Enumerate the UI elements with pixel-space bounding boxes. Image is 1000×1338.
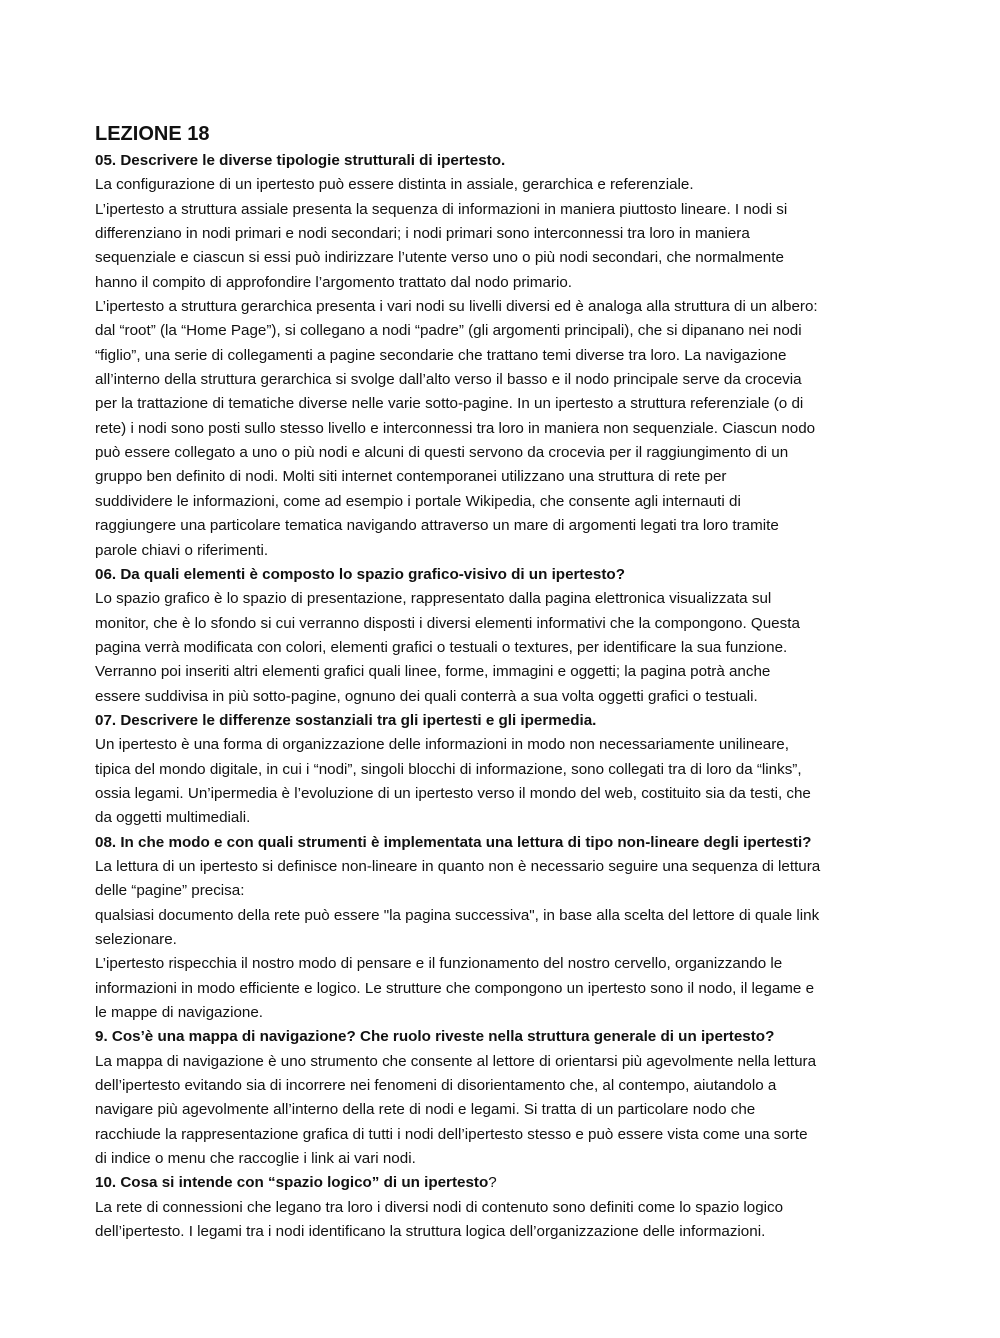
paragraph-line bbox=[95, 660, 907, 684]
line-text: pagina verrà modificata con colori, elementi grafici o testuali o textures, per identificare la sua funzione. bbox=[95, 638, 788, 656]
question-text: 06. Da quali elementi è composto lo spazio grafico-visivo di un ipertesto? bbox=[95, 565, 625, 583]
line-text: ossia legami. Un’ipermedia è l’evoluzione di un ipertesto verso il mondo del web, costituito sia da testi, che bbox=[95, 784, 811, 802]
question-heading bbox=[95, 1171, 907, 1195]
paragraph-line bbox=[95, 173, 907, 197]
line-text: La lettura di un ipertesto si definisce non-lineare in quanto non è necessario seguire una sequenza di lettura bbox=[95, 857, 821, 875]
paragraph-line bbox=[95, 319, 907, 343]
paragraph-line bbox=[95, 417, 907, 441]
line-text: La rete di connessioni che legano tra loro i diversi nodi di contenuto sono definiti come lo spazio logico bbox=[95, 1198, 784, 1216]
paragraph-line bbox=[95, 1196, 907, 1220]
line-text: dell’ipertesto. I legami tra i nodi identificano la struttura logica dell’organizzazione delle informazioni. bbox=[95, 1223, 766, 1241]
line-text: può essere collegato a uno o più nodi e alcuni di questi servono da crocevia per il raggiungimento di un bbox=[95, 444, 789, 462]
paragraph-line bbox=[95, 636, 907, 660]
line-text: di indice o menu che raccoglie i link ai vari nodi. bbox=[95, 1150, 416, 1168]
paragraph-line bbox=[95, 1220, 907, 1244]
question-heading bbox=[95, 831, 907, 855]
paragraph-line bbox=[95, 490, 907, 514]
paragraph-line bbox=[95, 685, 907, 709]
paragraph-line bbox=[95, 441, 907, 465]
line-text: Verranno poi inseriti altri elementi grafici quali linee, forme, immagini e oggetti; la pagina potrà anche bbox=[95, 663, 771, 681]
paragraph-line bbox=[95, 904, 907, 928]
line-text: parole chiavi o riferimenti. bbox=[95, 541, 269, 559]
paragraph-line bbox=[95, 1123, 907, 1147]
paragraph-line bbox=[95, 758, 907, 782]
page-title: LEZIONE 18 bbox=[95, 123, 210, 145]
line-text: dal “root” (la “Home Page”), si collegano a nodi “padre” (gli argomenti principali), che si dipanano nei nodi bbox=[95, 322, 802, 340]
document-body bbox=[95, 149, 907, 1244]
paragraph-line bbox=[95, 733, 907, 757]
question-heading bbox=[95, 709, 907, 733]
paragraph-line bbox=[95, 928, 907, 952]
paragraph-line bbox=[95, 392, 907, 416]
line-text: delle “pagine” precisa: bbox=[95, 882, 245, 900]
line-text: gruppo ben definito di nodi. Molti siti internet contemporanei utilizzano una struttura di rete per bbox=[95, 468, 727, 486]
line-text: per la trattazione di tematiche diverse nelle varie sotto-pagine. In un ipertesto a struttura referenziale (o di bbox=[95, 395, 804, 413]
line-text: da oggetti multimediali. bbox=[95, 809, 251, 827]
line-text: suddividere le informazioni, come ad esempio i portale Wikipedia, che consente agli internauti di bbox=[95, 492, 741, 510]
paragraph-line bbox=[95, 587, 907, 611]
paragraph-line bbox=[95, 879, 907, 903]
question-text: 08. In che modo e con quali strumenti è implementata una lettura di tipo non-lineare degli ipertesti? bbox=[95, 833, 812, 851]
paragraph-line bbox=[95, 952, 907, 976]
line-text: La mappa di navigazione è uno strumento che consente al lettore di orientarsi più agevolmente nella lettura bbox=[95, 1052, 817, 1070]
paragraph-line bbox=[95, 198, 907, 222]
question-text: 05. Descrivere le diverse tipologie strutturali di ipertesto. bbox=[95, 152, 506, 169]
question-heading bbox=[95, 149, 907, 173]
paragraph-line bbox=[95, 806, 907, 830]
line-text: differenziano in nodi primari e nodi secondari; i nodi primari sono interconnessi tra loro in maniera bbox=[95, 225, 750, 243]
paragraph-line bbox=[95, 222, 907, 246]
line-text: navigare più agevolmente all’interno della rete di nodi e legami. Si tratta di un particolare nodo che bbox=[95, 1101, 756, 1119]
paragraph-line bbox=[95, 1050, 907, 1074]
paragraph-line bbox=[95, 1074, 907, 1098]
paragraph-line bbox=[95, 612, 907, 636]
line-text: all’interno della struttura gerarchica si svolge dall’alto verso il basso e il nodo principale serve da crocevia bbox=[95, 371, 802, 389]
line-text: hanno il compito di approfondire l’argomento trattato dal nodo primario. bbox=[95, 273, 572, 291]
paragraph-line bbox=[95, 1001, 907, 1025]
line-text: selezionare. bbox=[95, 931, 177, 948]
line-text: L’ipertesto a struttura assiale presenta la sequenza di informazioni in maniera piuttosto lineare. I nodi si bbox=[95, 200, 788, 218]
line-text: sequenziale e ciascun si essi può indirizzare l’utente verso uno o più nodi secondari, che normalmente bbox=[95, 249, 784, 267]
line-text: qualsiasi documento della rete può essere "la pagina successiva", in base alla scelta del lettore di quale link bbox=[95, 906, 820, 924]
paragraph-line bbox=[95, 465, 907, 489]
paragraph-line bbox=[95, 855, 907, 879]
line-text: dell’ipertesto evitando sia di incorrere nei fenomeni di disorientamento che, al contempo, aiutandolo a bbox=[95, 1077, 777, 1095]
line-text: rete) i nodi sono posti sullo stesso livello e interconnessi tra loro in maniera non sequenziale. Ciascun nodo bbox=[95, 419, 816, 437]
line-text: Un ipertesto è una forma di organizzazione delle informazioni in modo non necessariamente unilineare, bbox=[95, 736, 789, 754]
line-text: “figlio”, una serie di collegamenti a pagine secondarie che trattano temi diverse tra loro. La navigazione bbox=[95, 346, 787, 364]
question-text: 10. Cosa si intende con “spazio logico” di un ipertesto bbox=[95, 1174, 489, 1192]
paragraph-line bbox=[95, 246, 907, 270]
document-page bbox=[95, 119, 907, 1244]
line-text: Lo spazio grafico è lo spazio di presentazione, rappresentato dalla pagina elettronica visualizzata sul bbox=[95, 590, 772, 608]
line-text: monitor, che è lo sfondo si cui verranno disposti i diversi elementi informativi che la compongono. Questa bbox=[95, 614, 800, 632]
paragraph-line bbox=[95, 1147, 907, 1171]
question-tail: ? bbox=[488, 1174, 497, 1192]
question-heading bbox=[95, 1025, 907, 1049]
line-text: tipica del mondo digitale, in cui i “nodi”, singoli blocchi di informazione, sono collegati tra di loro da “links”, bbox=[95, 760, 802, 778]
paragraph-line bbox=[95, 344, 907, 368]
line-text: La configurazione di un ipertesto può essere distinta in assiale, gerarchica e referenziale. bbox=[95, 176, 694, 194]
paragraph-line bbox=[95, 514, 907, 538]
line-text: le mappe di navigazione. bbox=[95, 1004, 264, 1022]
paragraph-line bbox=[95, 977, 907, 1001]
line-text: racchiude la rappresentazione grafica di tutti i nodi dell’ipertesto stesso e può essere vista come una sorte bbox=[95, 1125, 808, 1143]
paragraph-line bbox=[95, 539, 907, 563]
line-text: raggiungere una particolare tematica navigando attraverso un mare di argomenti legati tra loro tramite bbox=[95, 517, 779, 535]
paragraph-line bbox=[95, 295, 907, 319]
line-text: informazioni in modo efficiente e logico. Le strutture che compongono un ipertesto sono il nodo, il legame e bbox=[95, 979, 815, 997]
paragraph-line bbox=[95, 782, 907, 806]
question-text: 07. Descrivere le differenze sostanziali tra gli ipertesti e gli ipermedia. bbox=[95, 711, 597, 729]
line-text: L’ipertesto rispecchia il nostro modo di pensare e il funzionamento del nostro cervello, organizzando le bbox=[95, 955, 783, 973]
question-heading bbox=[95, 563, 907, 587]
paragraph-line bbox=[95, 368, 907, 392]
line-text: L’ipertesto a struttura gerarchica presenta i vari nodi su livelli diversi ed è analoga alla struttura di un albero: bbox=[95, 298, 818, 316]
question-text: 9. Cos’è una mappa di navigazione? Che ruolo riveste nella struttura generale di un ipertesto? bbox=[95, 1028, 775, 1046]
line-text: essere suddivisa in più sotto-pagine, ognuno dei quali conterrà a sua volta oggetti grafici o testuali. bbox=[95, 687, 758, 705]
paragraph-line bbox=[95, 271, 907, 295]
paragraph-line bbox=[95, 1098, 907, 1122]
